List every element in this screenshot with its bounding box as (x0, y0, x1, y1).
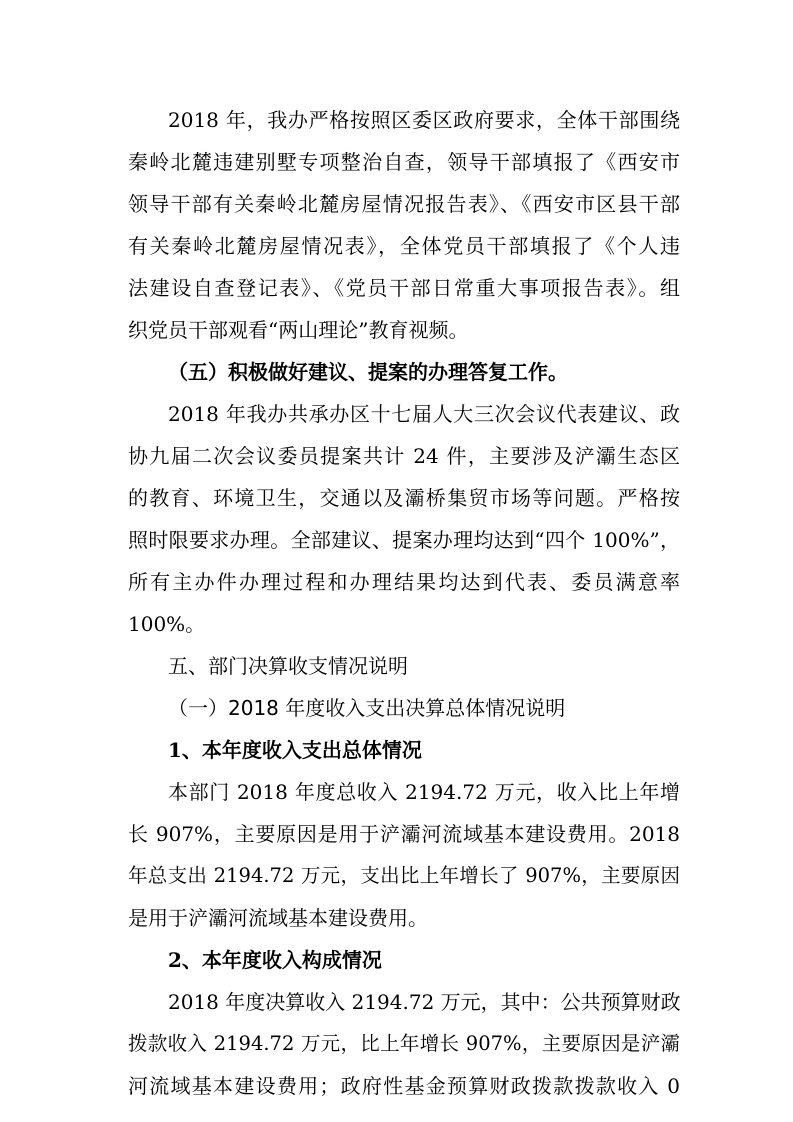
paragraph-line: 所有主办件办理过程和办理结果均达到代表、委员满意率 (128, 570, 680, 594)
paragraph-line: 2018 年我办共承办区十七届人大三次会议代表建议、政 (168, 402, 680, 426)
paragraph-line: 领导干部有关秦岭北麓房屋情况报告表》、《西安市区县干部 (128, 192, 680, 216)
paragraph-line: 秦岭北麓违建别墅专项整治自查，领导干部填报了《西安市 (128, 150, 680, 174)
paragraph-line: 长 907%，主要原因是用于浐灞河流域基本建设费用。2018 (128, 822, 680, 846)
subheading: 2、本年度收入构成情况 (168, 948, 382, 972)
paragraph-line: 的教育、环境卫生，交通以及灞桥集贸市场等问题。严格按 (128, 486, 680, 510)
paragraph-line: 年总支出 2194.72 万元，支出比上年增长了 907%，主要原因 (128, 864, 680, 887)
paragraph-line: 2018 年度决算收入 2194.72 万元，其中：公共预算财政 (168, 990, 681, 1014)
paragraph-line: 照时限要求办理。全部建议、提案办理均达到“四个 100%”， (128, 528, 680, 552)
paragraph-line: 是用于浐灞河流域基本建设费用。 (128, 906, 428, 930)
paragraph-line: 河流域基本建设费用；政府性基金预算财政拨款拨款收入 0 (128, 1074, 680, 1098)
section-heading: （五）积极做好建议、提案的办理答复工作。 (168, 360, 568, 384)
section-heading: 五、部门决算收支情况说明 (168, 654, 408, 678)
paragraph-line: 法建设自查登记表》、《党员干部日常重大事项报告表》。组 (128, 276, 680, 300)
paragraph-line: 100%。 (128, 612, 206, 636)
paragraph-line: 拨款收入 2194.72 万元，比上年增长 907%，主要原因是浐灞 (128, 1032, 680, 1055)
paragraph-line: 有关秦岭北麓房屋情况表》，全体党员干部填报了《个人违 (128, 234, 680, 258)
subheading: 1、本年度收入支出总体情况 (168, 738, 422, 762)
paragraph-line: 2018 年，我办严格按照区委区政府要求，全体干部围绕 (168, 108, 680, 132)
subsection-heading: （一）2018 年度收入支出决算总体情况说明 (168, 696, 566, 720)
paragraph-line: 本部门 2018 年度总收入 2194.72 万元，收入比上年增 (168, 780, 680, 804)
paragraph-line: 协九届二次会议委员提案共计 24 件，主要涉及浐灞生态区 (128, 444, 680, 468)
paragraph-line: 织党员干部观看“两山理论”教育视频。 (128, 318, 469, 342)
